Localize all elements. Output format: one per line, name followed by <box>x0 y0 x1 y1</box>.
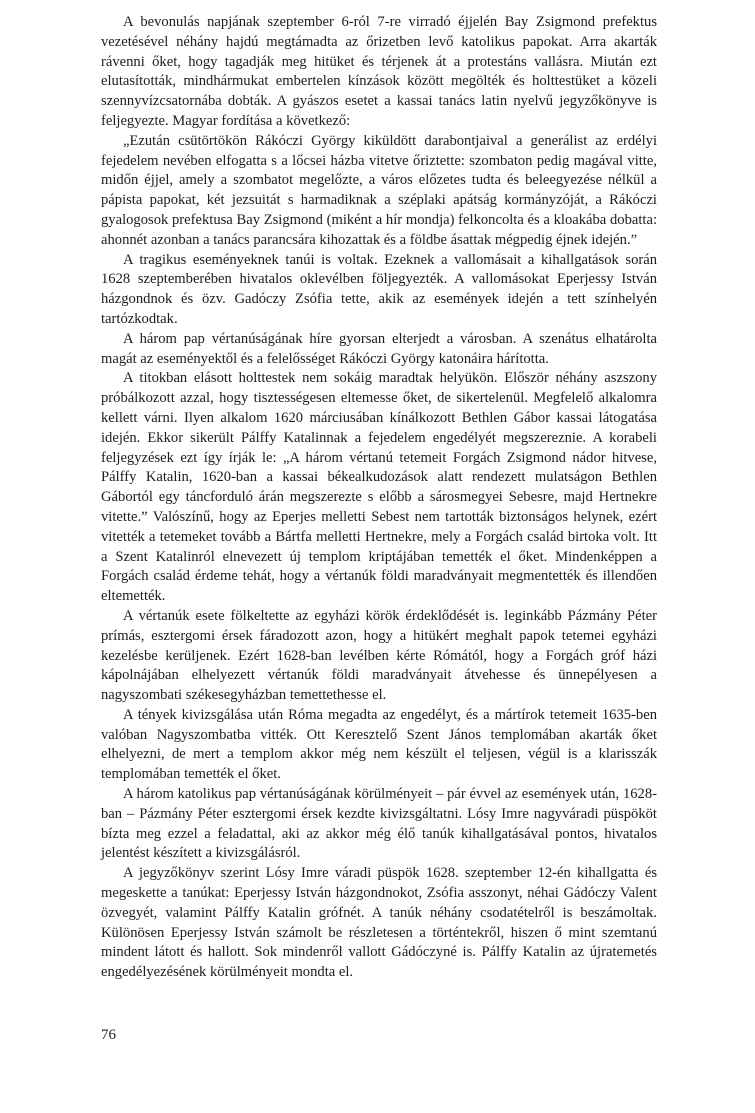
paragraph: A három katolikus pap vértanúságának körülményeit – pár évvel az események után, 1628-ban – Pázmány Péter esztergomi érsek kezdte kivizsgáltatni. Lósy Imre nagyváradi püspököt bízta meg ezzel a feladattal, aki az akkor még élő tanúk kihallgatásával pontos, hivatalos jelentést készített a kivizsgálásról. <box>101 786 657 862</box>
paragraph: A jegyzőkönyv szerint Lósy Imre váradi püspök 1628. szeptember 12-én kihallgatta és megeskette a tanúkat: Eperjessy István házgondnokot, Zsófia asszonyt, néhai Gádóczy Valent özvegyét, valamint Pálffy Katalin grófnét. A tanúk néhány csodatételről is beszámoltak. Különösen Eperjessy István számolt be részletesen a történtekről, hiszen ő mint szemtanú mindent látott és hallott. Sok mindenről vallott Gádóczyné is. Pálffy Katalin az újratemetés engedélyezésének körülményeit mondta el. <box>101 865 657 981</box>
page-body <box>101 13 657 983</box>
paragraph: A tények kivizsgálása után Róma megadta az engedélyt, és a mártírok tetemeit 1635-ben valóban Nagyszombatba vitték. Ott Keresztelő Szent János templomában akarták őket elhelyezni, de mert a templom akkor még nem készült el teljesen, végül is a klarisszák templomában temették el őket. <box>101 706 657 783</box>
quoted-paragraph: „Ezután csütörtökön Rákóczi György kiküldött darabontjaival a generálist az erdélyi fejedelem nevében elfogatta s a lőcsei házba vitetve őriztette: szombaton pedig magával vitte, midőn éjjel, amely a szombatot megelőzte, a város előzetes tudta és beleegyezése nélkül a pápista papokat, két jezsuitát s harmadiknak a széplaki apátság kormányzóját, a Rákóczi gyalogosok prefektusa Bay Zsigmond (miként a hír mondja) felkoncolta és a kloakába dobatta: ahonnét azonban a tanács parancsára kihozattak és a földbe ásattak mégpedig éjnek idején.” <box>101 132 657 248</box>
page-number: 76 <box>101 1027 116 1043</box>
paragraph: A titokban elásott holttestek nem sokáig maradtak helyükön. Először néhány aszszony próbálkozott azzal, hogy tisztességesen eltemesse őket, de sikertelenül. Megfelelő alkalomra kellett várni. Ilyen alkalom 1620 márciusában kínálkozott Bethlen Gábor kassai látogatása idején. Ekkor sikerült Pálffy Katalinnak a fejedelem engedélyét megszereznie. A korabeli feljegyzések ezt így írják le: „A három vértanú tetemeit Forgách Zsigmond nádor hitvese, Pálffy Katalin, 1620-ban a kassai békealkudozások alatt rendezett mulatságon Bethlen Gábortól egy táncforduló árán megszerezte s előbb a sárosmegyei Sebesre, majd Hertnekre vitette.” Valószínű, hogy az Eperjes melletti Sebest nem tartották biztonságos helynek, ezért vitették a tetemeket tovább a Bártfa melletti Hertnekre, mely a Forgách család birtoka volt. Itt a Szent Katalinról elnevezett új templom kriptájában temették el őket. Mindenképpen a Forgách család érdeme tehát, hogy a vértanúk földi maradványait megmentették és illendően eltemették. <box>101 370 657 605</box>
paragraph: A bevonulás napjának szeptember 6-ról 7-re virradó éjjelén Bay Zsigmond prefektus vezetésével néhány hajdú megtámadta az őrizetben levő katolikus papokat. Arra akarták rávenni őket, hogy tagadják meg hitüket és térjenek át a protestáns vallásra. Miután ezt elutasították, mindhármukat embertelen kínzások között megölték és holttestüket a közeli szennyvízcsatornába dobták. A gyászos esetet a kassai tanács latin nyelvű jegyzőkönyve is feljegyezte. Magyar fordítása a következő: <box>101 14 657 129</box>
paragraph: A tragikus eseményeknek tanúi is voltak. Ezeknek a vallomásait a kihallgatások során 1628 szeptemberében hivatalos oklevélben följegyezték. A vallomásokat Eperjessy István házgondnok és özv. Gadóczy Zsófia tette, akik az események idején a tett színhelyén tartózkodtak. <box>101 251 657 327</box>
paragraph: A vértanúk esete fölkeltette az egyházi körök érdeklődését is. leginkább Pázmány Péter prímás, esztergomi érsek fáradozott azon, hogy a hitükért meghalt papok tetemei egyházi kezelésbe kerüljenek. Ezért 1628-ban levélben kérte Rómától, hogy a Forgách gróf házi kápolnájában elhelyezett vértanúk földi maradványait átvehesse és ünnepélyesen a nagyszombati székesegyházban temettethesse el. <box>101 607 657 704</box>
paragraph: A három pap vértanúságának híre gyorsan elterjedt a városban. A szenátus elhatárolta magát az eseményektől és a felelősséget Rákóczi György katonáira hárította. <box>101 330 657 367</box>
